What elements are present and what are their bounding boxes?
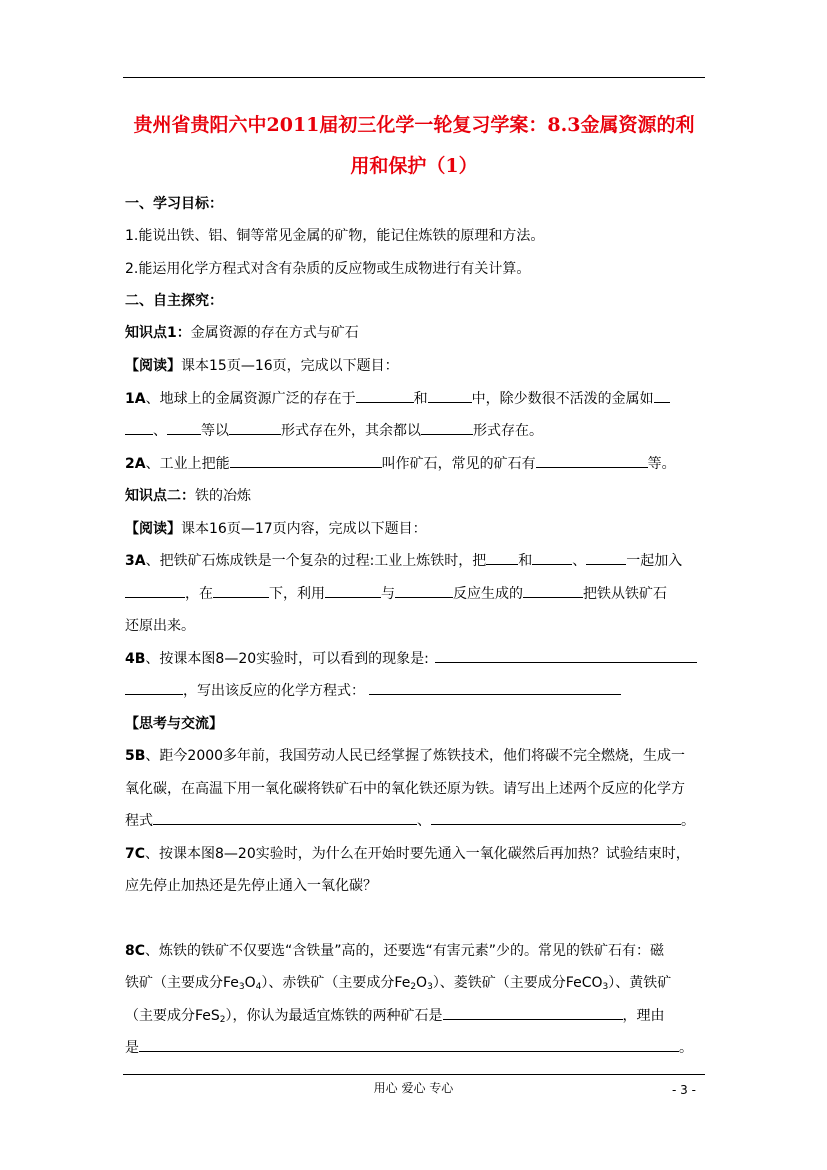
q5b-text: 、距今2000多年前，我国劳动人民已经掌握了炼铁技术，他们将碳不完全燃烧，生成一: [145, 748, 686, 764]
q1a-text: 、地球上的金属资源广泛的存在于: [145, 391, 356, 407]
read2-label: 【阅读】: [125, 521, 181, 537]
kp2-text: 铁的冶炼: [195, 488, 251, 504]
q8c-text: ）、菱铁矿（主要成分FeCO: [432, 975, 603, 991]
q3a-text: 与: [381, 586, 395, 602]
answer-blank[interactable]: [532, 552, 572, 565]
q8c-text: 铁矿（主要成分Fe: [125, 975, 239, 991]
section-heading-explore: 二、自主探究：: [125, 293, 223, 309]
read2-text: 课本16页—17页内容，完成以下题目：: [181, 521, 427, 537]
answer-blank[interactable]: [125, 422, 153, 435]
subscript: 4: [255, 982, 262, 992]
answer-blank[interactable]: [153, 812, 417, 825]
q3a-text: ，在: [185, 586, 213, 602]
answer-blank[interactable]: [125, 682, 183, 695]
question-8c-line-2: [125, 973, 671, 997]
q1a-text: 中，除少数很不活泼的金属如: [471, 391, 654, 407]
q3a-text: 、: [572, 553, 587, 569]
q3a-text: 反应生成的: [453, 586, 523, 602]
read1-label: 【阅读】: [125, 358, 181, 374]
q8c-number: 8C: [125, 943, 146, 959]
title-line-1: 贵州省贵阳六中2011届初三化学一轮复习学案：8.3金属资源的利: [133, 114, 695, 136]
question-4b-line-1: [125, 649, 697, 669]
answer-blank[interactable]: [369, 682, 621, 695]
question-2a: [125, 454, 676, 474]
q7c-text: 、按课本图8—20实验时，为什么在开始时要先通入一氧化碳然后再加热？试验结束时，: [145, 846, 690, 862]
q3a-text: 一起加入: [626, 553, 683, 569]
q8c-text: 。: [679, 1040, 693, 1056]
kp1-label: 知识点1：: [125, 325, 191, 341]
knowledge-point-1: [125, 323, 359, 343]
reading-1: [125, 356, 399, 376]
q8c-text: 、炼铁的铁矿不仅要选“含铁量”高的，还要选“有害元素”少的。常见的铁矿石有：磁: [145, 943, 665, 959]
q3a-text: 下，利用: [269, 586, 325, 602]
title-line-2: 用和保护（1）: [350, 155, 478, 177]
q1a-text: 等以: [201, 423, 229, 439]
footer-motto: 用心 爱心 专心: [373, 1081, 454, 1095]
question-8c-line-4: [125, 1038, 693, 1058]
subscript: 3: [427, 982, 433, 992]
answer-blank[interactable]: [654, 390, 670, 403]
question-8c-line-1: [125, 941, 664, 961]
q2a-text: 、工业上把能: [145, 456, 230, 472]
q8c-text: O: [416, 975, 428, 991]
q1a-text: 形式存在外，其余都以: [281, 423, 421, 439]
question-1a-line-1: [125, 389, 670, 409]
question-7c-line-1: [125, 844, 690, 864]
header-rule: [123, 77, 705, 78]
q7c-number: 7C: [125, 846, 146, 862]
answer-blank[interactable]: [139, 1039, 679, 1052]
answer-blank[interactable]: [523, 585, 583, 598]
q1a-number: 1A: [125, 391, 146, 407]
q8c-text: （主要成分FeS: [125, 1008, 220, 1024]
subscript: 2: [219, 1015, 226, 1025]
read1-text: 课本15页—16页，完成以下题目：: [181, 358, 399, 374]
q8c-text: ，理由: [622, 1008, 665, 1024]
answer-blank[interactable]: [431, 812, 681, 825]
q8c-text: ）、赤铁矿（主要成分Fe: [261, 975, 411, 991]
subscript: 2: [410, 982, 417, 992]
answer-blank[interactable]: [536, 455, 648, 468]
kp1-text: 金属资源的存在方式与矿石: [190, 325, 359, 341]
answer-blank[interactable]: [486, 552, 518, 565]
q8c-text: ）、黄铁矿: [608, 975, 672, 991]
q8c-text: ），你认为最适宜炼铁的两种矿石是: [225, 1008, 443, 1024]
answer-blank[interactable]: [586, 552, 626, 565]
goal-1: 1.能说出铁、铝、铜等常见金属的矿物，能记住炼铁的原理和方法。: [125, 228, 545, 244]
answer-blank[interactable]: [230, 455, 382, 468]
q3a-number: 3A: [125, 553, 146, 569]
subscript: 3: [238, 982, 245, 992]
q4b-text: 、按课本图8—20实验时，可以看到的现象是:: [145, 651, 429, 667]
q4b-text: ，写出该反应的化学方程式：: [183, 683, 365, 699]
section-heading-goals: 一、学习目标：: [125, 196, 223, 212]
question-8c-line-3: [125, 1006, 665, 1030]
q5b-text: 。: [681, 813, 695, 829]
q2a-text: 等。: [647, 456, 676, 472]
question-5b-line-2: 氧化碳，在高温下用一氧化碳将铁矿石中的氧化铁还原为铁。请写出上述两个反应的化学方: [125, 781, 685, 797]
answer-blank[interactable]: [213, 585, 269, 598]
q3a-text: 、把铁矿石炼成铁是一个复杂的过程:工业上炼铁时，把: [145, 553, 487, 569]
subscript: 3: [602, 982, 609, 992]
q5b-text: 、: [417, 813, 431, 829]
q3a-text: 和: [518, 553, 533, 569]
reading-2: [125, 519, 427, 539]
q5b-text: 程式: [125, 813, 153, 829]
q1a-text: 和: [413, 391, 428, 407]
answer-blank[interactable]: [325, 585, 381, 598]
answer-blank[interactable]: [428, 390, 472, 403]
answer-blank[interactable]: [356, 390, 414, 403]
page-number: - 3 -: [672, 1083, 696, 1097]
q1a-text: 、: [153, 423, 167, 439]
question-5b-line-1: [125, 746, 685, 766]
question-7c-line-2: 应先停止加热还是先停止通入一氧化碳？: [125, 878, 377, 894]
goal-2: 2.能运用化学方程式对含有杂质的反应物或生成物进行有关计算。: [125, 261, 531, 277]
question-1a-line-2: [125, 421, 543, 441]
answer-blank[interactable]: [443, 1007, 623, 1020]
question-3a-line-2: [125, 584, 667, 604]
knowledge-point-2: [125, 486, 251, 506]
question-4b-line-2: [125, 681, 621, 701]
answer-blank[interactable]: [435, 650, 697, 663]
answer-blank[interactable]: [229, 422, 281, 435]
q2a-text: 叫作矿石，常见的矿石有: [381, 456, 536, 472]
q3a-text: 把铁从铁矿石: [583, 586, 667, 602]
q8c-text: 是: [125, 1040, 139, 1056]
answer-blank[interactable]: [167, 422, 201, 435]
footer-rule: [123, 1074, 705, 1075]
question-3a-line-1: [125, 551, 682, 571]
q5b-number: 5B: [125, 748, 146, 764]
q2a-number: 2A: [125, 456, 146, 472]
answer-blank[interactable]: [395, 585, 453, 598]
answer-blank[interactable]: [421, 422, 473, 435]
section-heading-think: 【思考与交流】: [125, 716, 223, 732]
q4b-number: 4B: [125, 651, 146, 667]
q8c-text: O: [244, 975, 256, 991]
kp2-label: 知识点二：: [125, 488, 195, 504]
question-5b-line-3: [125, 811, 695, 831]
question-3a-line-3: 还原出来。: [125, 618, 195, 634]
q1a-text: 形式存在。: [473, 423, 543, 439]
answer-blank[interactable]: [125, 585, 185, 598]
